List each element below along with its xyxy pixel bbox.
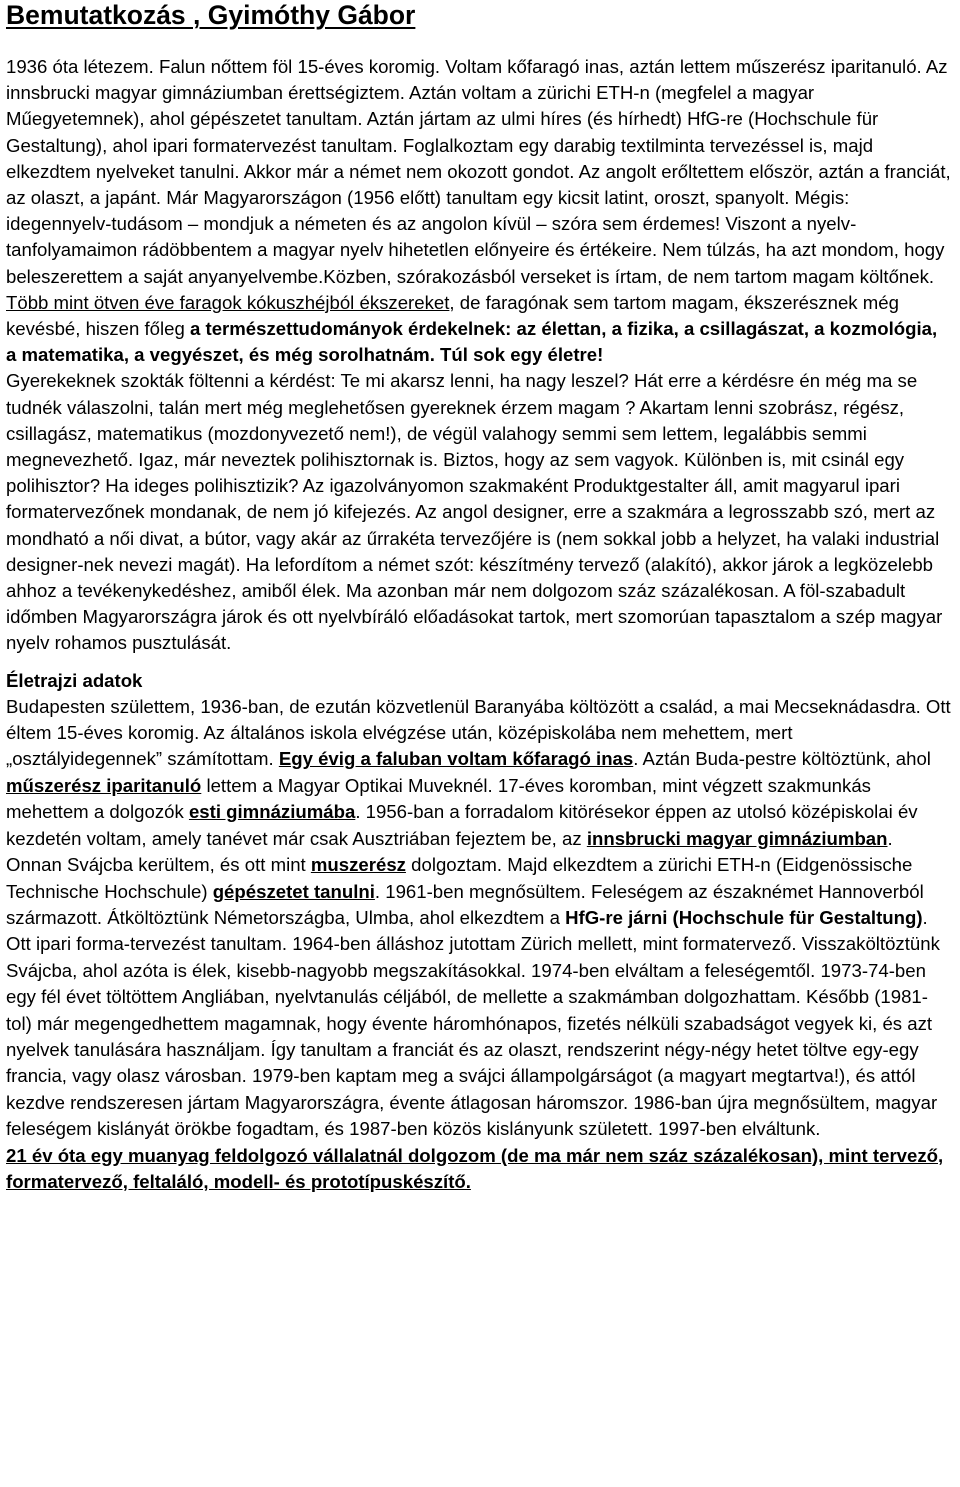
bio-text-7: . 1961-ben megnősültem. Feleségem az északnémet Hannoverból származott. Átköltöztünk Németországba, Ulmba, ahol elkezdtem a (6, 880, 924, 928)
bio-bold-underlined-7: 21 év óta egy muanyag feldolgozó vállalatnál dolgozom (de ma már nem száz százalékosan), mint tervező, formatervező, feltaláló, modell- és prototípuskészítő. (6, 1144, 944, 1192)
bio-bold-underlined-4: innsbrucki magyar gimnáziumban (586, 827, 888, 849)
bio-text-1: Budapesten születtem, 1936-ban, de ezután közvetlenül Baranyába költözött a család, a mai Mecseknádasdra. Ott éltem 15-éves koromig. Az általános iskola elvégzése után, középiskolába nem mehettem, mert „osztályidegennek” számítottam. (6, 695, 951, 770)
intro-text-1: 1936 óta létezem. Falun nőttem föl 15-éves koromig. Voltam kőfaragó inas, aztán lettem műszerész iparitanuló. Az innsbrucki magyar gimnáziumban érettségiztem. Aztán voltam a zürichi ETH-n (megfelel a magyar Műegyetemnek), ahol gépészetet tanultam. Aztán jártam az ulmi híres (és hírhedt) HfG-re (Hochschule für Gestaltung), ahol ipari formatervezést tanultam. Foglalkoztam egy darabig textilminta tervezéssel is, majd elkezdtem nyelveket tanulni. Akkor már a német nem okozott gondot. Az angolt erőltettem először, aztán a franciát, az olaszt, a japánt. Már Magyarországon (1956 előtt) tanultam egy kicsit latint, oroszt, spanyolt. Mégis: idegennyelv-tudásom – mondjuk a németen és az angolon kívül – szóra sem érdemes! Viszont a nyelv-tanfolyamaimon rádöbbentem a magyar nyelv hihetetlen előnyeire és értékeire. Nem túlzás, ha azt mondom, hogy beleszerettem a saját anyanyelvembe.Közben, szórakozásból verseket is írtam, de nem tartom magam költőnek. (6, 56, 951, 287)
bio-bold-underlined-3: esti gimnáziumába (188, 801, 356, 823)
bio-text-2: . Aztán Buda-pestre költöztünk, ahol (633, 748, 931, 770)
bio-text-6: dolgoztam. Majd elkezdtem a zürichi ETH-n (Eidgenössische Technische Hochschule) (6, 854, 913, 902)
intro-text-2: , de faragónak sem tartom magam, ékszerésznek még kevésbé, hiszen főleg (6, 291, 899, 340)
intro-text-3: Gyerekeknek szokták föltenni a kérdést: Te mi akarsz lenni, ha nagy leszel? Hát erre a kérdésre én még ma se tudnék válaszolni, talán mert még meglehetősen gyereknek érzem magam ? Akartam lenni szobrász, régész, csillagász, matematikus (mozdonyvezető nem!), de végül valahogy semmi sem lettem, legalábbis semmi megnevezhető. Igaz, már neveztek polihisztornak is. Biztos, hogy az sem vagyok. Különben is, mit csinál egy polihisztor? Ha ideges polihisztizik? Az igazolványomon szakmaként Produktgestalter áll, amit magyarul ipari formatervezőnek mondanak, de nem jó kifejezés. Az angol designer, erre a szakmára a legrosszabb szó, mert az mondható a női divat, a bútor, vagy akár az űrrakéta tervezőjére is (nem sokkal jobb a helyzet, ha valaki industrial designer-nek nevezi magát). Ha lefordítom a német szót: készítmény tervező (alakító), akkor járok a legközelebb ahhoz a tevékenykedéshez, amiből élek. Ma azonban már nem dolgozom száz százalékosan. A föl-szabadult időmben Magyarországra járok és ott nyelvbíráló előadásokat tartok, mert szomorúan tapasztalom a szép magyar nyelv rohamos pusztulását. (6, 370, 943, 654)
bio-paragraph (6, 694, 952, 1196)
page-title: Bemutatkozás , Gyimóthy Gábor (6, 0, 416, 30)
intro-paragraph (6, 54, 952, 657)
bio-bold-underlined-2: műszerész iparitanuló (6, 774, 202, 796)
bio-bold-underlined-5: muszerész (310, 854, 406, 876)
bio-bold-underlined-1: Egy évig a faluban voltam kőfaragó inas (278, 748, 634, 770)
document-page (6, 0, 952, 1195)
bio-bold-1: HfG-re járni (Hochschule für Gestaltung) (565, 906, 923, 928)
bio-text-5: . Onnan Svájcba kerültem, és ott mint (6, 827, 893, 876)
bio-text-4: . 1956-ban a forradalom kitörésekor éppen az utolsó középiskolai év kezdetén voltam, amely tanévet már csak Ausztriában fejeztem be, az (6, 801, 918, 849)
intro-bold-1: a természettudományok érdekelnek: az élettan, a fizika, a csillagászat, a kozmológia, a matematika, a vegyészet, és még sorolhatnám. Túl sok egy életre! (6, 318, 938, 366)
bio-bold-underlined-6: gépészetet tanulni (212, 880, 375, 902)
intro-underlined-1: Több mint ötven éve faragok kókuszhéjból ékszereket (6, 291, 450, 313)
bio-section-title: Életrajzi adatok (6, 669, 143, 691)
bio-text-3: lettem a Magyar Optikai Muveknél. 17-éves koromban, mint végzett szakmunkás mehettem a dolgozók (6, 774, 871, 823)
bio-text-8: . Ott ipari forma-tervezést tanultam. 1964-ben álláshoz jutottam Zürich mellett, mint formatervező. Visszaköltöztünk Svájcba, ahol azóta is élek, kisebb-nagyobb megszakításokkal. 1974-ben elváltam a feleségemtől. 1973-74-ben egy fél évet töltöttem Angliában, nyelvtanulás céljából, de mellette a szakmámban dolgozhattam. Később (1981-tol) már megengedhettem magamnak, hogy évente háromhónapos, fizetés nélküli szabadságot vegyek ki, és azt nyelvek tanulására használjam. Így tanultam a franciát és az olaszt, rendszerint négy-négy hetet töltve egy-egy francia, vagy olasz városban. 1979-ben kaptam meg a svájci állampolgárságot (a magyart megtartva!), és attól kezdve rendszeresen jártam Magyarországra, évente átlagosan háromszor. 1986-ban újra megnősültem, magyar feleségem kislányát örökbe fogadtam, és 1987-ben közös kislányunk született. 1997-ben elváltunk. (6, 906, 940, 1140)
